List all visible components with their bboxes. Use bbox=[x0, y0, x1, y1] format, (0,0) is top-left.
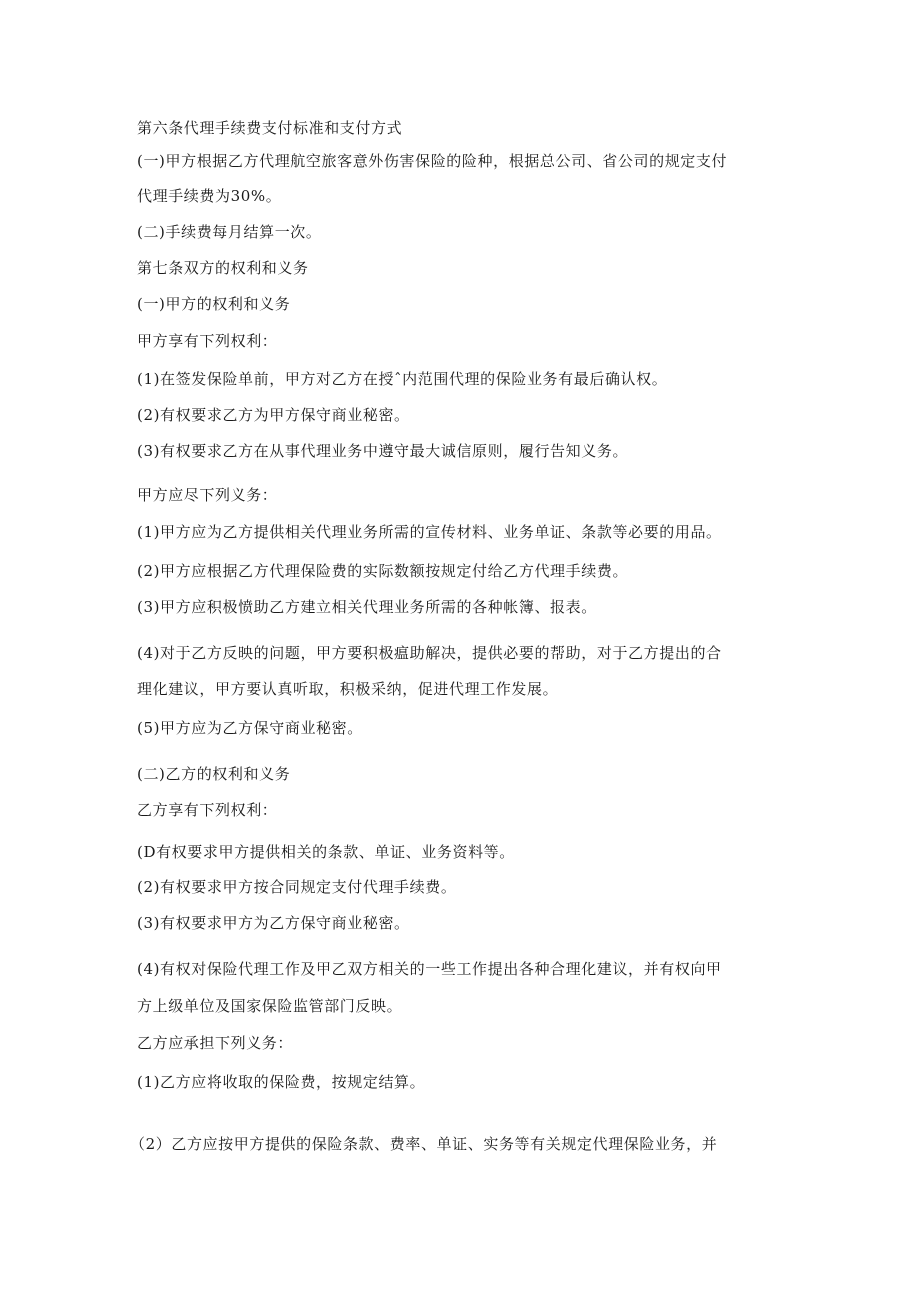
list-item: (1)乙方应将收取的保险费，按规定结算。 bbox=[137, 1073, 426, 1091]
subsection-heading: 甲方享有下列权利： bbox=[137, 332, 278, 350]
paragraph-line: 方上级单位及国家保险监管部门反映。 bbox=[137, 997, 403, 1015]
list-item: (4)有权对保险代理工作及甲乙双方相关的一些工作提出各种合理化建议，并有权向甲 bbox=[137, 960, 722, 978]
list-item: (3)有权要求甲方为乙方保守商业秘密。 bbox=[137, 914, 410, 932]
subsection-heading: 乙方应承担下列义务： bbox=[137, 1034, 294, 1052]
article-7-heading: 第七条双方的权利和义务 bbox=[137, 259, 309, 277]
subsection-heading: 乙方享有下列权利： bbox=[137, 801, 278, 819]
list-item: (2)有权要求乙方为甲方保守商业秘密。 bbox=[137, 406, 410, 424]
list-item: (4)对于乙方反映的问题，甲方要积极瘟助解决，提供必要的帮助，对于乙方提出的合 bbox=[137, 644, 722, 662]
subsection-heading: 甲方应尽下列义务： bbox=[137, 486, 278, 504]
list-item: (3)有权要求乙方在从事代理业务中遵守最大诚信原则，履行告知义务。 bbox=[137, 442, 629, 460]
section-heading: (一)甲方的权利和义务 bbox=[137, 295, 291, 313]
paragraph-line: (二)手续费每月结算一次。 bbox=[137, 223, 322, 241]
section-heading: (二)乙方的权利和义务 bbox=[137, 765, 291, 783]
list-item: (1)在签发保险单前，甲方对乙方在授ˆ内范围代理的保险业务有最后确认权。 bbox=[137, 370, 668, 388]
list-item: (2)有权要求甲方按合同规定支付代理手续费。 bbox=[137, 878, 457, 896]
list-item: (1)甲方应为乙方提供相关代理业务所需的宣传材料、业务单证、条款等必要的用品。 bbox=[137, 523, 722, 541]
article-6-heading: 第六条代理手续费支付标准和支付方式 bbox=[137, 119, 403, 137]
list-item: (5)甲方应为乙方保守商业秘密。 bbox=[137, 719, 363, 737]
paragraph-line: (一)甲方根据乙方代理航空旅客意外伤害保险的险种，根据总公司、省公司的规定支付 bbox=[137, 152, 728, 170]
list-item: （2）乙方应按甲方提供的保险条款、费率、单证、实务等有关规定代理保险业务，并 bbox=[130, 1135, 718, 1153]
list-item: (D有权要求甲方提供相关的条款、单证、业务资料等。 bbox=[137, 843, 515, 861]
list-item: (2)甲方应根据乙方代理保险费的实际数额按规定付给乙方代理手续费。 bbox=[137, 562, 629, 580]
list-item: (3)甲方应积极愤助乙方建立相关代理业务所需的各种帐簿、报表。 bbox=[137, 598, 597, 616]
paragraph-line: 代理手续费为30%。 bbox=[137, 187, 282, 205]
paragraph-line: 理化建议，甲方要认真听取，积极采纳，促进代理工作发展。 bbox=[137, 680, 559, 698]
